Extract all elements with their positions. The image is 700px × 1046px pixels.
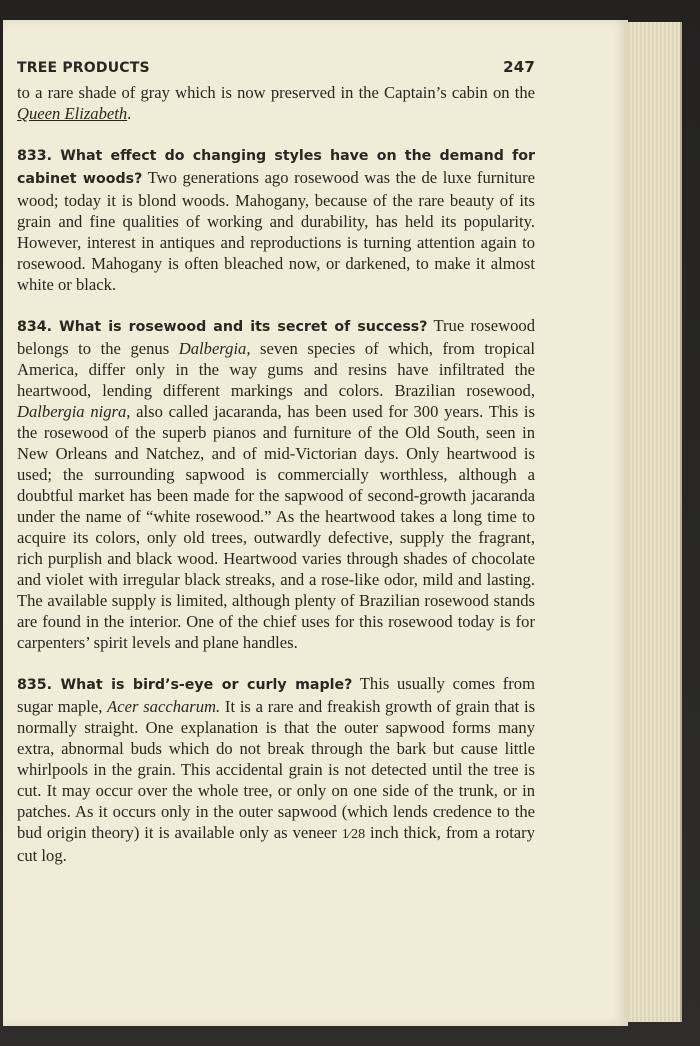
answer-833: Two generations ago rosewood was the de luxe furniture wood; today it is blond woods. Mahogany, because of the rare beauty of its grain and fine qualities of working and durability, has held its popularity. However, interest in antiques and reproductions is turning attention again to rosewood. Mahogany is often bleached now, or darkened, to make it almost white or black. <box>17 168 535 294</box>
page-edges <box>622 22 682 1022</box>
question-833: 833. What effect do changing styles have on the demand for cabinet woods? <box>17 148 535 187</box>
question-835: 835. What is bird’s-eye or curly maple? <box>17 677 353 693</box>
running-title: TREE PRODUCTS <box>17 60 150 76</box>
intro-end: . <box>127 104 132 123</box>
species-dalbergia-nigra: Dalbergia nigra, <box>17 402 131 421</box>
running-head <box>17 58 535 82</box>
species-acer-saccharum: Acer saccharum. <box>107 697 221 716</box>
answer-834-part-3: also called jacaranda, has been used for 300 years. This is the rosewood of the superb pianos and furniture of the Old South, seen in New Orleans and Natchez, and of mid-Victorian days. Only heartwood is used; the surrounding sapwood is commercially worthless, although a doubtful market has been made for the sapwood of second-growth jacaranda under the name of “white rosewood.” As the heartwood takes a long time to acquire its colors, only old trees, outwardly defective, supply the fragrant, rich purplish and black wood. Heartwood varies through shades of chocolate and violet with irregular black streaks, and a rose-like odor, mild and lasting. The available supply is limited, although plenty of Brazilian rosewood stands are found in the interior. One of the chief uses for this rosewood today is for carpenters’ spirit levels and plane handles. <box>17 402 535 652</box>
section-834 <box>17 315 535 653</box>
answer-834-part-1: True rosewood belongs to the genus <box>17 316 535 358</box>
genus-dalbergia: Dalbergia, <box>178 339 251 358</box>
page-number: 247 <box>503 58 535 76</box>
page-content <box>17 58 535 866</box>
question-834: 834. What is rosewood and its secret of success? <box>17 319 428 335</box>
answer-835-part-3: inch thick, from a rotary cut log. <box>17 823 535 865</box>
answer-834-part-2: seven species of which, from tropical America, differ only in the way gums and resins have infiltrated the heartwood, lending different markings and colors. Brazilian rosewood, <box>17 339 535 400</box>
section-833 <box>17 144 535 295</box>
veneer-fraction: 1⁄28 <box>341 827 366 842</box>
section-835 <box>17 673 535 866</box>
answer-835-part-1: This usually comes from sugar maple, <box>17 674 535 716</box>
intro-text: to a rare shade of gray which is now preserved in the Captain’s cabin on the <box>17 83 535 102</box>
answer-835-part-2: It is a rare and freakish growth of grain that is normally straight. One explanation is that the outer sapwood forms many extra, abnormal buds which do not break through the bark but cause little whirlpools in the grain. This accidental grain is not detected until the tree is cut. It may occur over the whole tree, or only on one side of the trunk, or in patches. As it occurs only in the outer sapwood (which lends credence to the bud origin theory) it is available only as veneer <box>17 697 536 842</box>
ship-name: Queen Elizabeth <box>17 104 128 123</box>
intro-paragraph <box>17 82 535 124</box>
